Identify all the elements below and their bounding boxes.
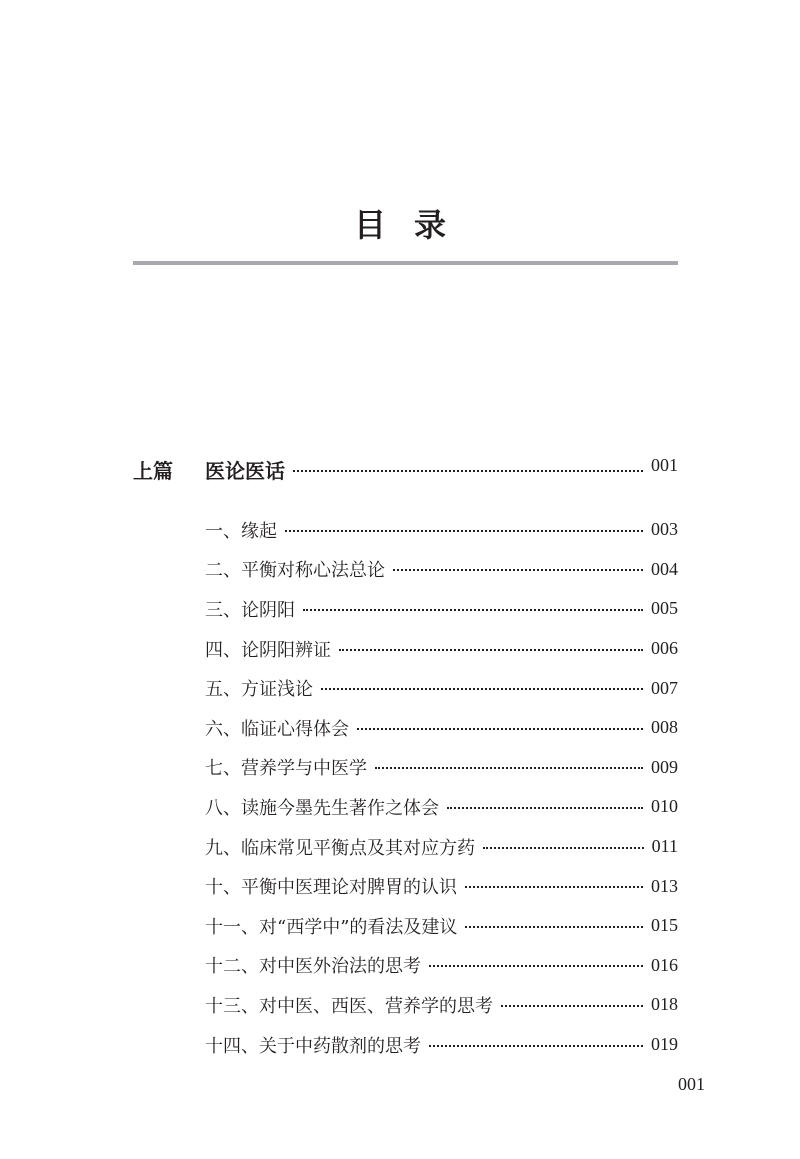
entry-page: 015	[651, 915, 678, 936]
entry-title: 四、论阴阳辨证	[205, 639, 331, 661]
toc-entry[interactable]	[133, 550, 678, 590]
entry-page: 007	[651, 677, 678, 698]
toc-entry[interactable]	[133, 708, 678, 748]
title-rule	[133, 261, 678, 265]
entry-page: 006	[651, 638, 678, 659]
entry-title: 十四、关于中药散剂的思考	[205, 1035, 421, 1057]
dot-leader	[393, 569, 643, 571]
dot-leader	[321, 688, 643, 690]
dot-leader	[465, 886, 643, 888]
entry-page: 008	[651, 717, 678, 738]
entry-title: 十二、对中医外治法的思考	[205, 956, 421, 978]
dot-leader	[303, 609, 643, 611]
toc-entry[interactable]	[133, 827, 678, 867]
toc-entry[interactable]	[133, 866, 678, 906]
entry-title: 八、读施今墨先生著作之体会	[205, 797, 439, 819]
entry-title: 一、缘起	[205, 520, 277, 542]
toc-entry[interactable]	[133, 510, 678, 550]
dot-leader	[285, 530, 643, 532]
toc-entry[interactable]	[133, 1025, 678, 1065]
dot-leader	[357, 728, 643, 730]
toc-entry[interactable]	[133, 985, 678, 1025]
entry-page: 016	[651, 954, 678, 975]
entry-title: 三、论阴阳	[205, 599, 295, 621]
section-page: 001	[651, 455, 678, 475]
entry-title: 五、方证浅论	[205, 679, 313, 701]
toc-section[interactable]	[133, 455, 678, 510]
dot-leader	[339, 649, 643, 651]
dot-leader	[429, 1045, 643, 1047]
dot-leader	[501, 1005, 643, 1007]
dot-leader	[293, 470, 643, 472]
entry-title: 二、平衡对称心法总论	[205, 560, 385, 582]
toc-entry[interactable]	[133, 748, 678, 788]
entry-page: 010	[651, 796, 678, 817]
entry-title: 九、临床常见平衡点及其对应方药	[205, 837, 475, 859]
entry-page: 005	[651, 598, 678, 619]
entry-title: 十三、对中医、西医、营养学的思考	[205, 995, 493, 1017]
toc-entry[interactable]	[133, 946, 678, 986]
entry-page: 003	[651, 519, 678, 540]
entry-page: 013	[651, 875, 678, 896]
toc-entry[interactable]	[133, 787, 678, 827]
entry-page: 019	[651, 1034, 678, 1055]
dot-leader	[483, 847, 644, 849]
entry-page: 018	[651, 994, 678, 1015]
table-of-contents	[133, 455, 678, 1064]
entry-title: 七、营养学与中医学	[205, 758, 367, 780]
toc-entry[interactable]	[133, 906, 678, 946]
dot-leader	[429, 965, 643, 967]
page-title: 目录	[353, 206, 474, 244]
entry-title: 六、临证心得体会	[205, 718, 349, 740]
dot-leader	[465, 926, 643, 928]
toc-entry[interactable]	[133, 629, 678, 669]
entry-page: 009	[651, 756, 678, 777]
section-title: 医论医话	[205, 459, 285, 483]
entry-title: 十一、对“西学中”的看法及建议	[205, 916, 458, 938]
entry-page: 004	[651, 558, 678, 579]
entry-title: 十、平衡中医理论对脾胃的认识	[205, 877, 457, 899]
page-number: 001	[678, 1074, 705, 1094]
dot-leader	[447, 807, 643, 809]
toc-entry[interactable]	[133, 668, 678, 708]
toc-entry[interactable]	[133, 589, 678, 629]
section-part: 上篇	[133, 459, 173, 483]
dot-leader	[375, 767, 643, 769]
entry-page: 011	[651, 836, 678, 857]
